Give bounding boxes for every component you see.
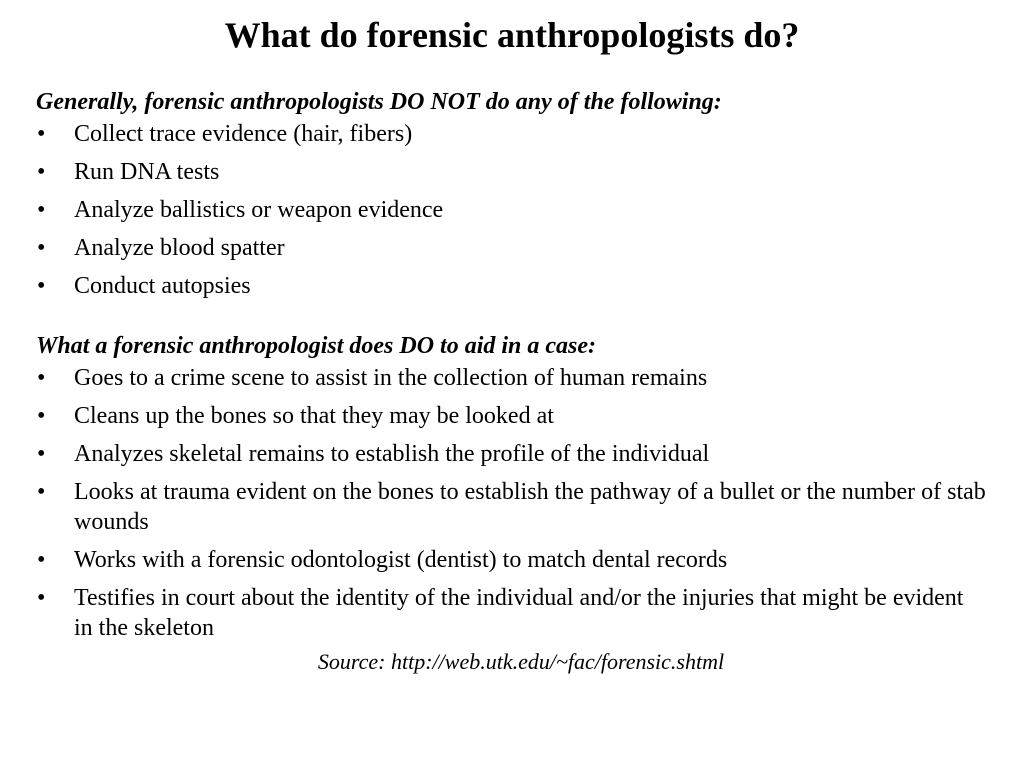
list-item-text: Analyze blood spatter (74, 235, 285, 261)
list-item-text: Analyzes skeletal remains to establish the profile of the individual (74, 441, 710, 467)
bullet-icon: • (37, 235, 46, 261)
list-item-text: Analyze ballistics or weapon evidence (74, 197, 444, 223)
section-spacer (36, 309, 986, 329)
list-item-text: Run DNA tests (74, 159, 220, 185)
section-heading-do: What a forensic anthropologist does DO to aid in a case: (36, 333, 597, 359)
list-item (36, 119, 986, 149)
bullet-icon: • (37, 365, 46, 391)
list-item (36, 363, 986, 393)
list-item (36, 477, 986, 537)
bullet-icon: • (37, 273, 46, 299)
list-item (36, 439, 986, 469)
list-item-text: Testifies in court about the identity of the individual and/or the injuries that might be evident in the skeleton (74, 585, 964, 641)
bullet-icon: • (37, 121, 46, 147)
list-item-text: Conduct autopsies (74, 273, 251, 299)
list-item (36, 271, 986, 301)
list-item-text: Looks at trauma evident on the bones to establish the pathway of a bullet or the number of stab wounds (74, 479, 986, 535)
bullet-icon: • (37, 197, 46, 223)
list-item-text: Cleans up the bones so that they may be looked at (74, 403, 554, 429)
slide-content (36, 85, 986, 677)
list-item (36, 195, 986, 225)
section-heading-not: Generally, forensic anthropologists DO NOT do any of the following: (36, 89, 722, 115)
bullet-icon: • (37, 479, 46, 505)
bullet-icon: • (37, 159, 46, 185)
slide-title: What do forensic anthropologists do? (224, 15, 800, 55)
source-citation: Source: http://web.utk.edu/~fac/forensic.shtml (317, 649, 725, 674)
bullet-icon: • (37, 403, 46, 429)
bullet-icon: • (37, 585, 46, 611)
bullet-icon: • (37, 441, 46, 467)
list-item-text: Goes to a crime scene to assist in the collection of human remains (74, 365, 708, 391)
bullet-icon: • (37, 547, 46, 573)
bullet-list-not (36, 119, 986, 301)
list-item (36, 157, 986, 187)
list-item (36, 401, 986, 431)
bullet-list-do (36, 363, 986, 643)
list-item-text: Works with a forensic odontologist (dentist) to match dental records (74, 547, 728, 573)
list-item (36, 545, 986, 575)
list-item (36, 583, 986, 643)
list-item-text: Collect trace evidence (hair, fibers) (74, 121, 413, 147)
list-item (36, 233, 986, 263)
